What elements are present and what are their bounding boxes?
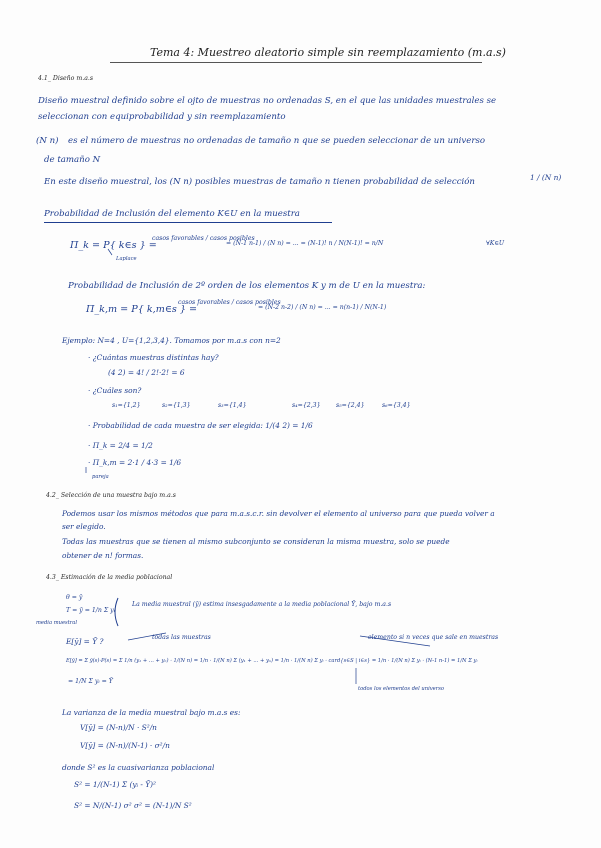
inclusion-2nd-eq-lhs: Π_k,m = P{ k,m∈s } = bbox=[86, 304, 198, 315]
s42-line2: ser elegido. bbox=[62, 522, 106, 531]
quasivariance-formula-1: S² = 1/(N-1) Σ (yᵢ - Ȳ)² bbox=[74, 780, 156, 789]
example-question-2: · ¿Cuáles son? bbox=[88, 386, 142, 395]
example-sample-3: s₃={1,4} bbox=[218, 402, 247, 409]
inclusion-1st-eq-forall: ∀K∈U bbox=[486, 240, 505, 247]
note-all-elements: todos los elementos del universo bbox=[358, 686, 445, 692]
s42-line3: Todas las muestras que se tienen al mismo subconjunto se consideran la misma muestra, solo se puede bbox=[62, 537, 450, 546]
example-sample-4: s₄={2,3} bbox=[292, 402, 321, 409]
inclusion-2nd-heading: Probabilidad de Inclusión de 2º orden de los elementos K y m de U en la muestra: bbox=[68, 281, 426, 291]
s43-theta: θ = ȳ bbox=[66, 594, 83, 601]
example-sample-2: s₂={1,3} bbox=[162, 402, 191, 409]
s43-definition-text: La media muestral (ȳ) estima insesgadamente a la media poblacional Ȳ, bajo m.a.s bbox=[132, 601, 392, 608]
example-question-5: · Π_k,m = 2·1 / 4·3 = 1/6 bbox=[88, 458, 182, 467]
example-sample-1: s₁={1,2} bbox=[112, 402, 141, 409]
example-question-1: · ¿Cuántas muestras distintas hay? bbox=[88, 353, 219, 362]
s41-p1-line2: seleccionan con equiprobabilidad y sin reemplazamiento bbox=[38, 112, 286, 122]
s41-combination-symbol: (N n) bbox=[36, 136, 59, 146]
s41-p1-line1: Diseño muestral definido sobre el ojto de muestras no ordenadas S, en el que las unidades muestrales se bbox=[38, 96, 497, 106]
note-all-samples: todas las muestras bbox=[152, 634, 211, 641]
s41-p3-line1: En este diseño muestral, los (N n) posibles muestras de tamaño n tienen probabilidad de selección bbox=[44, 177, 475, 187]
s41-selection-probability: 1 / (N n) bbox=[530, 173, 562, 182]
s43-expectation-question: E[ȳ] = Ȳ ? bbox=[66, 637, 104, 646]
s43-expectation-result: = 1/N Σ yᵢ = Ȳ bbox=[68, 678, 113, 685]
inclusion-1st-eq-rhs: = (N-1 n-1) / (N n) = ... = (N-1)! n / N(N-1)! = n/N bbox=[226, 240, 384, 247]
section-4-1-heading: 4.1_ Diseño m.a.s bbox=[38, 75, 94, 82]
s42-line1: Podemos usar los mismos métodos que para m.a.s.c.r. sin devolver el elemento al universo para que pueda volver a bbox=[62, 509, 495, 518]
example-heading: Ejemplo: N=4 , U={1,2,3,4}. Tomamos por m.a.s con n=2 bbox=[62, 336, 281, 345]
variance-formula-1: V[ȳ] = (N-n)/N · S²/n bbox=[80, 723, 157, 732]
example-note-pareja: pareja bbox=[92, 474, 109, 480]
section-4-3-heading: 4.3_ Estimación de la media poblacional bbox=[46, 574, 173, 581]
s41-p2-line1: es el número de muestras no ordenadas de tamaño n que se pueden seleccionar de un universo bbox=[68, 136, 486, 146]
example-sample-5: s₅={2,4} bbox=[336, 402, 365, 409]
laplace-note: Laplace bbox=[116, 256, 137, 262]
inclusion-1st-eq-lhs: Π_k = P{ k∈s } = bbox=[70, 240, 157, 251]
example-sample-6: s₆={3,4} bbox=[382, 402, 411, 409]
inclusion-2nd-eq-laplace: casos favorables / casos posibles bbox=[178, 299, 281, 306]
example-question-4: · Π_k = 2/4 = 1/2 bbox=[88, 441, 153, 450]
quasivariance-heading: donde S² es la cuasivarianza poblacional bbox=[62, 763, 215, 772]
s43-media-muestral-note: media muestral bbox=[36, 620, 78, 626]
inclusion-1st-eq-laplace: casos favorables / casos posibles bbox=[152, 235, 255, 242]
variance-formula-2: V[ȳ] = (N-n)/(N-1) · σ²/n bbox=[80, 741, 170, 750]
inclusion-2nd-eq-rhs: = (N-2 n-2) / (N n) = ... = n(n-1) / N(N-1) bbox=[258, 304, 387, 311]
note-element-appearances: elemento si n veces que sale en muestras bbox=[368, 634, 499, 641]
example-answer-1: (4 2) = 4! / 2!·2! = 6 bbox=[108, 368, 185, 377]
section-4-2-heading: 4.2_ Selección de una muestra bajo m.a.s bbox=[46, 492, 176, 499]
s43-estimator: T = ȳ = 1/n Σ yᵢ bbox=[66, 607, 115, 614]
example-question-3: · Probabilidad de cada muestra de ser elegida: 1/(4 2) = 1/6 bbox=[88, 421, 313, 430]
variance-heading: La varianza de la media muestral bajo m.a.s es: bbox=[62, 708, 241, 717]
s42-line4: obtener de n! formas. bbox=[62, 551, 144, 560]
page-title: Tema 4: Muestreo aleatorio simple sin reemplazamiento (m.a.s) bbox=[150, 46, 506, 59]
s41-p2-line2: de tamaño N bbox=[44, 155, 101, 165]
quasivariance-formula-2: S² = N/(N-1) σ² σ² = (N-1)/N S² bbox=[74, 801, 192, 810]
inclusion-1st-heading: Probabilidad de Inclusión del elemento K∈U en la muestra bbox=[44, 209, 300, 219]
s43-expectation-derivation: E[ȳ] = Σ ȳ(s)·P(s) = Σ 1/n (y₁ + ... + yₙ) · 1/(N n) = 1/n · 1/(N n) Σ (y₁ + ... + yₙ) = 1/n · 1/(N n) Σ yᵢ · card{s∈S | i∈s} = 1/n · 1/(N n) Σ yᵢ · (N-1 n-1) = 1/N Σ yᵢ bbox=[66, 658, 478, 664]
